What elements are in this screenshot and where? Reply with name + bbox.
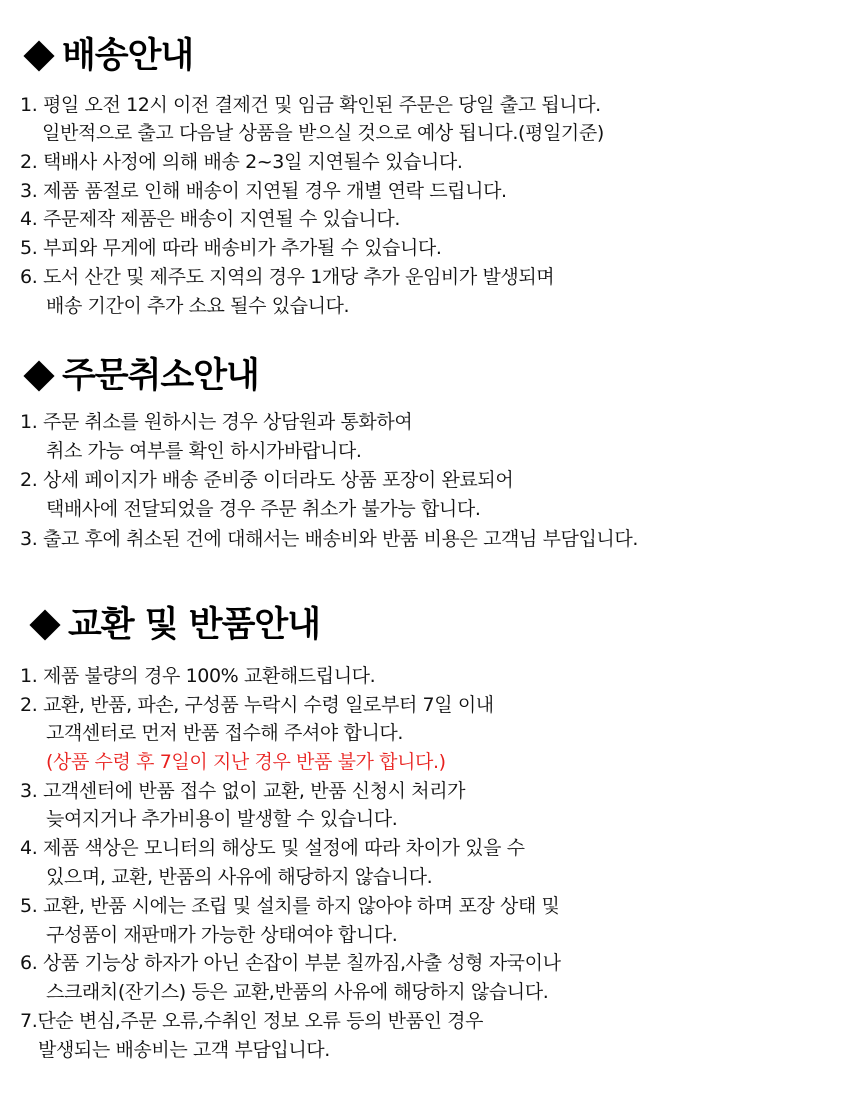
cancel-line: 3. 출고 후에 취소된 건에 대해서는 배송비와 반품 비용은 고객님 부담입니다. — [20, 528, 638, 550]
cancel-line: 취소 가능 여부를 확인 하시가바랍니다. — [46, 440, 362, 462]
exchange-heading — [28, 605, 320, 645]
exchange-warning-line: (상품 수령 후 7일이 지난 경우 반품 불가 합니다.) — [46, 751, 446, 773]
exchange-line: 7.단순 변심,주문 오류,수취인 정보 오류 등의 반품인 경우 — [20, 1010, 484, 1032]
shipping-line: 5. 부피와 무게에 따라 배송비가 추가될 수 있습니다. — [20, 237, 442, 259]
exchange-line: 4. 제품 색상은 모니터의 해상도 및 설정에 따라 차이가 있을 수 — [20, 837, 525, 859]
shipping-line: 일반적으로 출고 다음날 상품을 받으실 것으로 예상 됩니다.(평일기준) — [42, 122, 604, 144]
diamond-bullet-icon — [23, 40, 54, 71]
exchange-line: 고객센터로 먼저 반품 접수해 주셔야 합니다. — [46, 722, 404, 744]
exchange-line: 5. 교환, 반품 시에는 조립 및 설치를 하지 않아야 하며 포장 상태 및 — [20, 895, 560, 917]
shipping-line: 1. 평일 오전 12시 이전 결제건 및 임금 확인된 주문은 당일 출고 됩니다. — [20, 94, 601, 116]
cancel-line: 택배사에 전달되었을 경우 주문 취소가 불가능 합니다. — [46, 498, 481, 520]
exchange-line: 6. 상품 기능상 하자가 아닌 손잡이 부분 칠까짐,사출 성형 자국이나 — [20, 952, 561, 974]
cancel-title: 주문취소안내 — [62, 356, 259, 396]
cancel-line: 2. 상세 페이지가 배송 준비중 이더라도 상품 포장이 완료되어 — [20, 469, 514, 491]
exchange-line: 구성품이 재판매가 가능한 상태여야 합니다. — [46, 924, 398, 946]
shipping-title: 배송안내 — [62, 36, 194, 76]
shipping-line: 4. 주문제작 제품은 배송이 지연될 수 있습니다. — [20, 208, 400, 230]
exchange-line: 스크래치(잔기스) 등은 교환,반품의 사유에 해당하지 않습니다. — [46, 981, 549, 1003]
cancel-line: 1. 주문 취소를 원하시는 경우 상담원과 통화하여 — [20, 411, 413, 433]
exchange-line: 늦여지거나 추가비용이 발생할 수 있습니다. — [46, 808, 398, 830]
exchange-title: 교환 및 반품안내 — [68, 605, 321, 645]
diamond-bullet-icon — [23, 360, 54, 391]
exchange-line: 있으며, 교환, 반품의 사유에 해당하지 않습니다. — [46, 866, 433, 888]
diamond-bullet-icon — [29, 609, 60, 640]
shipping-line: 2. 택배사 사정에 의해 배송 2~3일 지연될수 있습니다. — [20, 151, 463, 173]
shipping-line: 6. 도서 산간 및 제주도 지역의 경우 1개당 추가 운임비가 발생되며 — [20, 266, 555, 288]
cancel-heading — [22, 356, 259, 396]
exchange-line: 3. 고객센터에 반품 접수 없이 교환, 반품 신청시 처리가 — [20, 780, 466, 802]
shipping-heading — [22, 36, 193, 76]
shipping-line: 배송 기간이 추가 소요 될수 있습니다. — [46, 295, 350, 317]
exchange-line: 2. 교환, 반품, 파손, 구성품 누락시 수령 일로부터 7일 이내 — [20, 694, 494, 716]
exchange-line: 발생되는 배송비는 고객 부담입니다. — [38, 1039, 330, 1061]
shipping-line: 3. 제품 품절로 인해 배송이 지연될 경우 개별 연락 드립니다. — [20, 180, 507, 202]
exchange-line: 1. 제품 불량의 경우 100% 교환해드립니다. — [20, 665, 376, 687]
